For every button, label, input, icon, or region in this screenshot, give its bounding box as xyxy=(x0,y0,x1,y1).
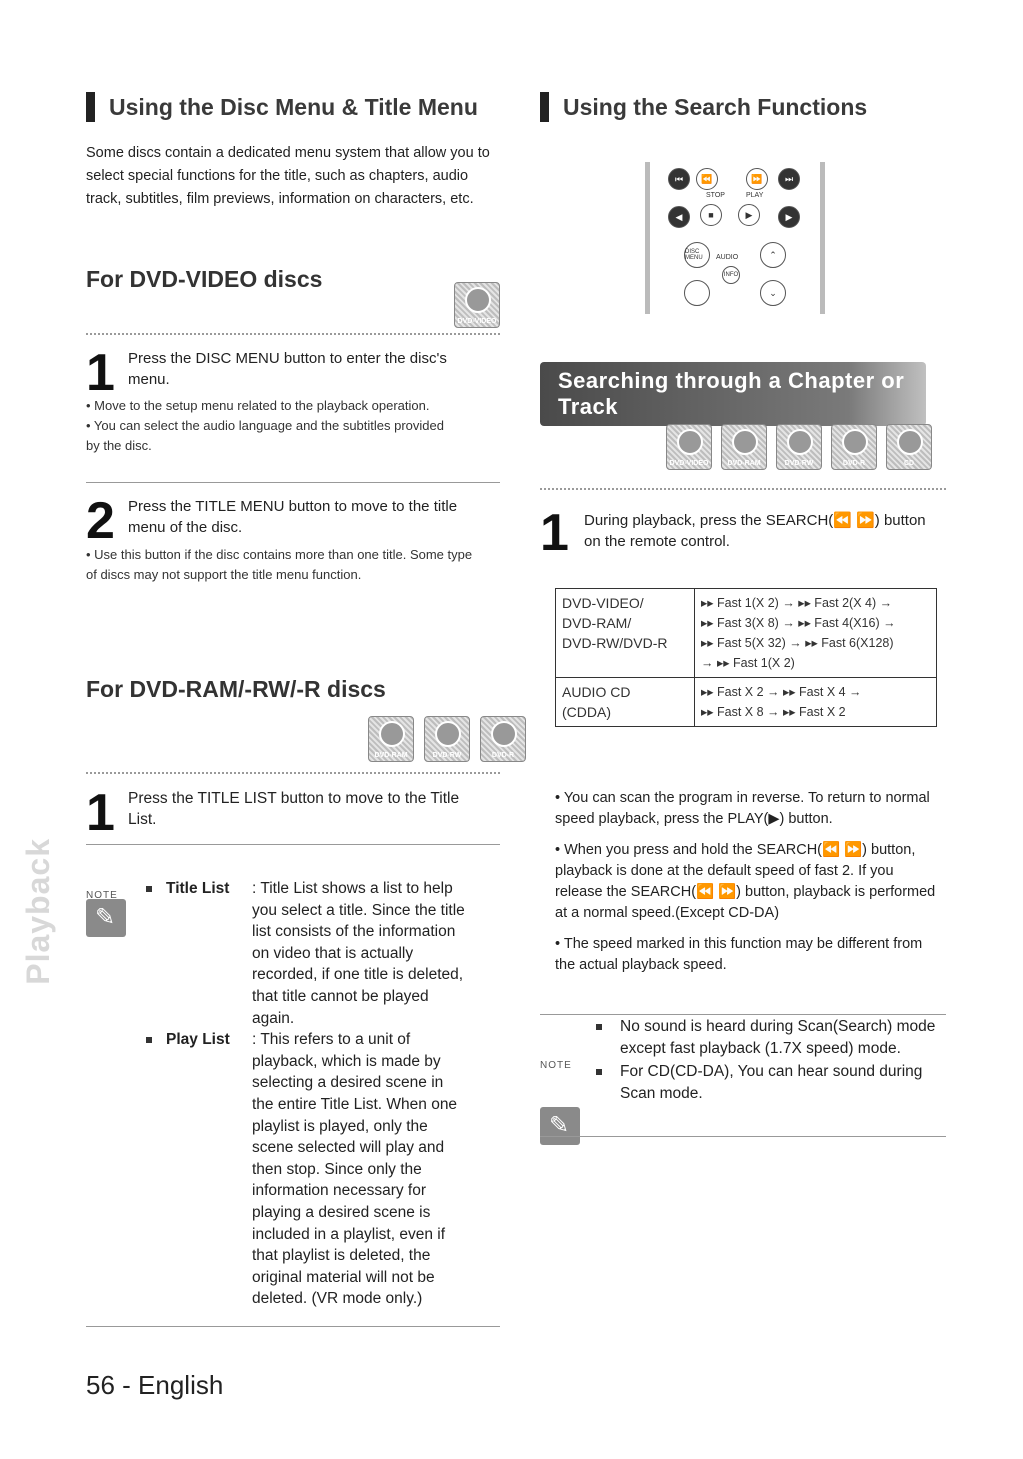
step-text: During playback, press the SEARCH(⏪ ⏩) button on the remote control. xyxy=(584,512,926,550)
divider xyxy=(86,482,500,483)
up-arrow-icon: ⌃ xyxy=(760,242,786,268)
note-line: on video that is actually xyxy=(252,944,414,962)
disc-menu-icon xyxy=(684,242,710,268)
divider xyxy=(540,1136,946,1137)
table-cell-speeds xyxy=(695,678,937,727)
bullet-item: • You can scan the program in reverse. To return to normal speed playback, press the PLAY(▶) button. xyxy=(555,790,930,827)
step-note: • You can select the audio language and the subtitles provided by the disc. xyxy=(86,418,444,453)
audio-label: AUDIO xyxy=(716,254,739,261)
heading-bar xyxy=(86,92,95,122)
left-intro: Some discs contain a dedicated menu system that allow you to select special functions for the title, such as chapters, audio track, subtitles, film previews, information on characters, etc. xyxy=(86,145,490,207)
disc-type: (CDDA) xyxy=(562,704,611,720)
search-speed-table xyxy=(555,588,937,727)
play-list-desc xyxy=(252,1029,457,1310)
icon-label: DVD-RAM xyxy=(727,460,761,467)
divider xyxy=(86,844,500,845)
note-line: selecting a desired scene in xyxy=(252,1074,444,1092)
step-notes xyxy=(86,396,446,456)
disc-type: DVD-VIDEO/ xyxy=(562,595,644,611)
note-line: that title cannot be played xyxy=(252,987,429,1005)
note-line: you select a title. Since the title xyxy=(252,901,465,919)
bullet-icon xyxy=(596,1069,602,1075)
dvd-rw-disc-icon xyxy=(424,716,470,762)
heading-bar xyxy=(540,92,549,122)
search-back-icon: ⏪ xyxy=(696,168,718,190)
note-line: included in a playlist, even if xyxy=(252,1225,446,1243)
search-banner: Searching through a Chapter or Track xyxy=(540,362,926,426)
table-cell-speeds xyxy=(695,589,937,678)
bullet-item: • When you press and hold the SEARCH(⏪ ⏩) button, playback is done at the default speed of fast 2. If you release the SEARCH(⏪ ⏩) button, playback is performed at a normal speed.(Except CD-DA) xyxy=(555,842,936,921)
dvd-video-heading: For DVD-VIDEO discs xyxy=(86,266,323,292)
icon-label: DVD-R xyxy=(842,460,866,467)
step-number: 1 xyxy=(86,784,115,842)
rewind-icon: ◀ xyxy=(668,206,690,228)
dvd-video-disc-icon xyxy=(666,424,712,470)
skip-back-icon: ⏮ xyxy=(668,168,690,190)
down-arrow-icon: ⌄ xyxy=(760,280,786,306)
search-disc-icons xyxy=(666,424,932,470)
side-tab-label: Playback xyxy=(20,838,56,985)
skip-forward-icon: ⏭ xyxy=(778,168,800,190)
cd-disc-icon xyxy=(886,424,932,470)
icon-label: DVD-R xyxy=(491,752,515,759)
bullet-item: • The speed marked in this function may be different from the actual playback speed. xyxy=(555,936,923,973)
disc-type: DVD-RW/DVD-R xyxy=(562,635,668,651)
speed-line: ▸▸ Fast X 2 → ▸▸ Fast X 4 → xyxy=(701,685,862,699)
bullet-icon xyxy=(146,886,152,892)
step-text: Press the TITLE LIST button to move to the Title List. xyxy=(128,790,460,828)
note-line: list consists of the information xyxy=(252,923,456,941)
icon-label: DVD-VIDEO xyxy=(669,460,709,467)
table-cell-disc xyxy=(556,678,695,727)
dvd-ram-heading: For DVD-RAM/-RW/-R discs xyxy=(86,676,386,702)
search-bullets xyxy=(555,788,945,976)
info-label: INFO xyxy=(723,272,739,278)
right-section-heading xyxy=(540,92,867,122)
note-line: original material will not be xyxy=(252,1268,435,1286)
stop-icon: ■ xyxy=(700,204,722,226)
step-number: 1 xyxy=(540,504,569,562)
icon-label: DVD-RW xyxy=(784,460,814,467)
icon-label: DVD-RW xyxy=(432,752,462,759)
step-note: • Use this button if the disc contains more than one title. Some type of discs may not support the title menu function. xyxy=(86,547,473,582)
divider xyxy=(540,488,946,490)
note-item: No sound is heard during Scan(Search) mode except fast playback (1.7X speed) mode. xyxy=(620,1018,936,1057)
stop-label: STOP xyxy=(706,192,725,199)
note-line: information necessary for xyxy=(252,1182,427,1200)
note-line: : This refers to a unit of xyxy=(252,1031,411,1049)
table-cell-disc xyxy=(556,589,695,678)
speed-line: ▸▸ Fast 5(X 32) → ▸▸ Fast 6(X128) xyxy=(701,636,894,650)
right-heading-text: Using the Search Functions xyxy=(563,93,868,120)
search-forward-icon: ⏩ xyxy=(746,168,768,190)
term: Play List xyxy=(166,1031,230,1049)
dvd-video-disc-icon xyxy=(454,282,500,328)
search-note xyxy=(596,1016,936,1104)
page-footer: 56 - English xyxy=(86,1370,224,1400)
bullet-icon xyxy=(596,1024,602,1030)
step-text: Press the DISC MENU button to enter the disc's menu. xyxy=(128,350,447,388)
speed-line: ▸▸ Fast 1(X 2) → ▸▸ Fast 2(X 4) → xyxy=(701,596,893,610)
title-list-desc xyxy=(252,878,465,1029)
divider xyxy=(86,333,500,335)
disc-type: DVD-RAM/ xyxy=(562,615,632,631)
step-text: Press the TITLE MENU button to move to the title menu of the disc. xyxy=(128,498,458,536)
icon-label: CD xyxy=(903,460,915,467)
speed-line: → ▸▸ Fast 1(X 2) xyxy=(701,656,795,670)
step-number: 2 xyxy=(86,492,115,550)
note-line: again. xyxy=(252,1009,295,1027)
note-line: playback, which is made by xyxy=(252,1052,441,1070)
disc-menu-label: DISC MENU xyxy=(685,249,703,261)
note-line: : Title List shows a list to help xyxy=(252,880,453,897)
note-line: the entire Title List. When one xyxy=(252,1095,458,1113)
icon-label: DVD-RAM xyxy=(374,752,408,759)
step-note: • Move to the setup menu related to the playback operation. xyxy=(86,398,430,413)
dvd-ram-disc-icon xyxy=(368,716,414,762)
speed-line: ▸▸ Fast 3(X 8) → ▸▸ Fast 4(X16) → xyxy=(701,616,896,630)
left-button-icon xyxy=(684,280,710,306)
note-line: recorded, if one title is deleted, xyxy=(252,966,464,984)
table-row xyxy=(556,589,937,678)
note-line: playing a desired scene is xyxy=(252,1203,431,1221)
remote-illustration xyxy=(645,162,825,314)
dvd-ram-disc-icon xyxy=(721,424,767,470)
speed-line: ▸▸ Fast X 8 → ▸▸ Fast X 2 xyxy=(701,705,846,719)
play-icon: ▶ xyxy=(738,204,760,226)
bullet-icon xyxy=(146,1037,152,1043)
dvd-r-disc-icon xyxy=(480,716,526,762)
dvd-rw-disc-icon xyxy=(776,424,822,470)
note-icon xyxy=(540,1107,580,1145)
note-label: NOTE xyxy=(540,1060,572,1071)
dvd-video-icon-label: DVD-VIDEO xyxy=(457,318,497,325)
note-label: NOTE xyxy=(86,890,118,901)
note-line: then stop. Since only the xyxy=(252,1160,422,1178)
dvd-ram-icons xyxy=(368,716,526,762)
note-line: that playlist is deleted, the xyxy=(252,1247,431,1265)
disc-type: AUDIO CD xyxy=(562,684,631,700)
term: Title List xyxy=(166,880,230,897)
note-item: For CD(CD-DA), You can hear sound during Scan mode. xyxy=(620,1063,923,1102)
divider xyxy=(86,1326,500,1327)
fast-forward-icon: ▶ xyxy=(778,206,800,228)
left-section-heading xyxy=(86,92,478,122)
divider xyxy=(86,772,500,774)
title-list-note xyxy=(146,878,496,1310)
divider xyxy=(540,1014,946,1015)
table-row xyxy=(556,678,937,727)
info-icon xyxy=(722,266,740,284)
note-line: scene selected will play and xyxy=(252,1139,445,1157)
dvd-r-disc-icon xyxy=(831,424,877,470)
left-heading-text: Using the Disc Menu & Title Menu xyxy=(109,93,478,120)
note-line: playlist is played, only the xyxy=(252,1117,428,1135)
step-number: 1 xyxy=(86,344,115,402)
play-label: PLAY xyxy=(746,192,764,199)
note-icon xyxy=(86,899,126,937)
note-line: deleted. (VR mode only.) xyxy=(252,1290,423,1308)
